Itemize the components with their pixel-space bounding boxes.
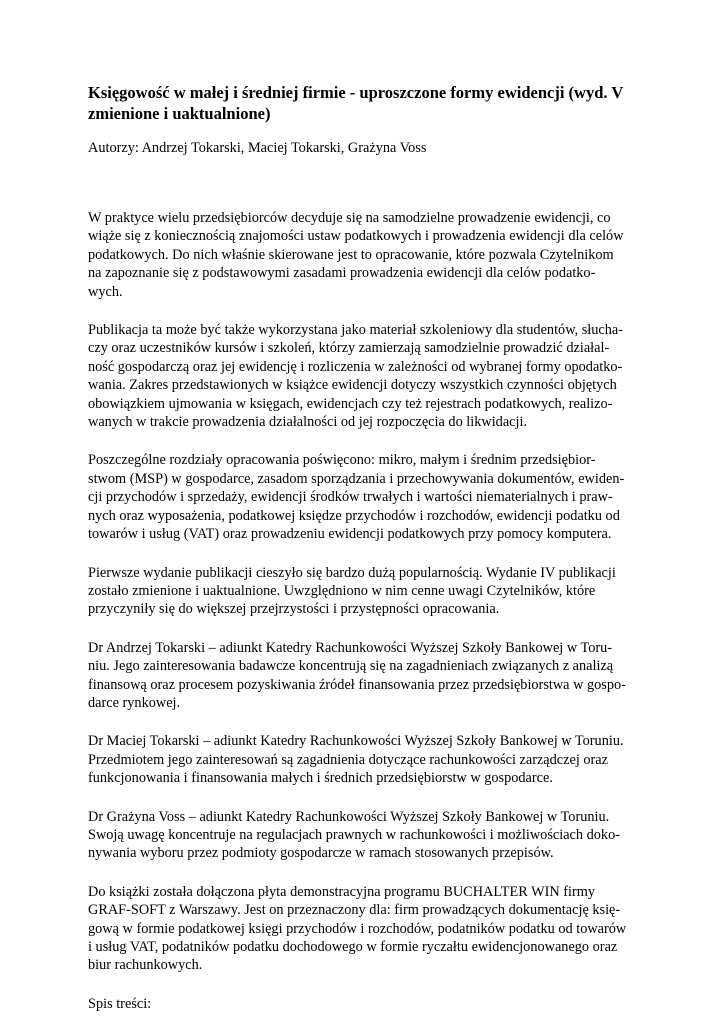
paragraph-author-grazyna: Dr Grażyna Voss – adiunkt Katedry Rachunkowości Wyższej Szkoły Bankowej w Toruniu. Swoją uwagę koncentruje na regulacjach prawnych w rachunkowości i możliwościach doko- nywania wyboru przez podmioty gospodarcze w ramach stosowanych przepisów. (88, 808, 620, 862)
document-page (88, 82, 640, 1013)
document-title: Księgowość w małej i średniej firmie - uproszczone formy ewidencji (wyd. V zmienione i uaktualnione) (88, 83, 623, 123)
paragraph-audience: Publikacja ta może być także wykorzystana jako materiał szkoleniowy dla studentów, słucha- czy oraz uczestników kursów i szkoleń, którzy zamierzają samodzielnie prowadzić działal- ność gospodarczą oraz jej ewidencję i rozliczenia w zależności od wybranej formy opodatko- wania. Zakres przedstawionych w książce ewidencji dotyczy wszystkich czynności objętych obowiązkiem ujmowania w księgach, ewidencjach czy też rejestrach podatkowych, realizo- wanych w trakcie prowadzenia działalności od jej rozpoczęcia do likwidacji. (88, 322, 624, 431)
paragraph-chapters: Poszczególne rozdziały opracowania poświęcono: mikro, małym i średnim przedsiębior- stwom (MSP) w gospodarce, zasadom sporządzania i przechowywania dokumentów, ewiden- cji przychodów i sprzedaży, ewidencji środków trwałych i wartości niematerialnych i praw- nych oraz wyposażenia, podatkowej księdze przychodów i rozchodów, ewidencji podatku od towarów i usług (VAT) oraz prowadzeniu ewidencji podatkowych przy pomocy komputera. (88, 452, 625, 543)
toc-label: Spis treści: (88, 995, 152, 1012)
paragraph-software: Do książki została dołączona płyta demonstracyjna programu BUCHALTER WIN firmy GRAF-SOFT z Warszawy. Jest on przeznaczony dla: firm prowadzących dokumentację księ- gową w formie podatkowej księgi przychodów i rozchodów, podatników podatku od towarów i usług VAT, podatników podatku dochodowego w formie ryczałtu ewidencjonowanego oraz biur rachunkowych. (88, 883, 627, 974)
paragraph-intro: W praktyce wielu przedsiębiorców decyduje się na samodzielne prowadzenie ewidencji, co wiąże się z koniecznością znajomości ustaw podatkowych i prowadzenia ewidencji dla celów podatkowych. Do nich właśnie skierowane jest to opracowanie, które pozwala Czytelnikom na zapoznanie się z podstawowymi zasadami prowadzenia ewidencji dla celów podatko- wych. (88, 210, 624, 300)
paragraph-author-maciej: Dr Maciej Tokarski – adiunkt Katedry Rachunkowości Wyższej Szkoły Bankowej w Toruniu. Przedmiotem jego zainteresowań są zagadnienia dotyczące rachunkowości zarządczej oraz funkcjonowania i finansowania małych i średnich przedsiębiorstw w gospodarce. (88, 733, 624, 787)
paragraph-author-andrzej: Dr Andrzej Tokarski – adiunkt Katedry Rachunkowości Wyższej Szkoły Bankowej w Toru- niu. Jego zainteresowania badawcze koncentrują się na zagadnieniach związanych z analizą finansową oraz procesem pozyskiwania źródeł finansowania przez przedsiębiorstwa w gospo- darce rynkowej. (88, 639, 626, 711)
document-body (88, 209, 640, 1013)
paragraph-edition: Pierwsze wydanie publikacji cieszyło się bardzo dużą popularnością. Wydanie IV publikacji zostało zmienione i uaktualnione. Uwzględniono w nim cenne uwagi Czytelników, które przyczyniły się do większej przejrzystości i przystępności opracowania. (88, 564, 616, 618)
document-authors: Autorzy: Andrzej Tokarski, Maciej Tokarski, Grażyna Voss (88, 140, 427, 156)
